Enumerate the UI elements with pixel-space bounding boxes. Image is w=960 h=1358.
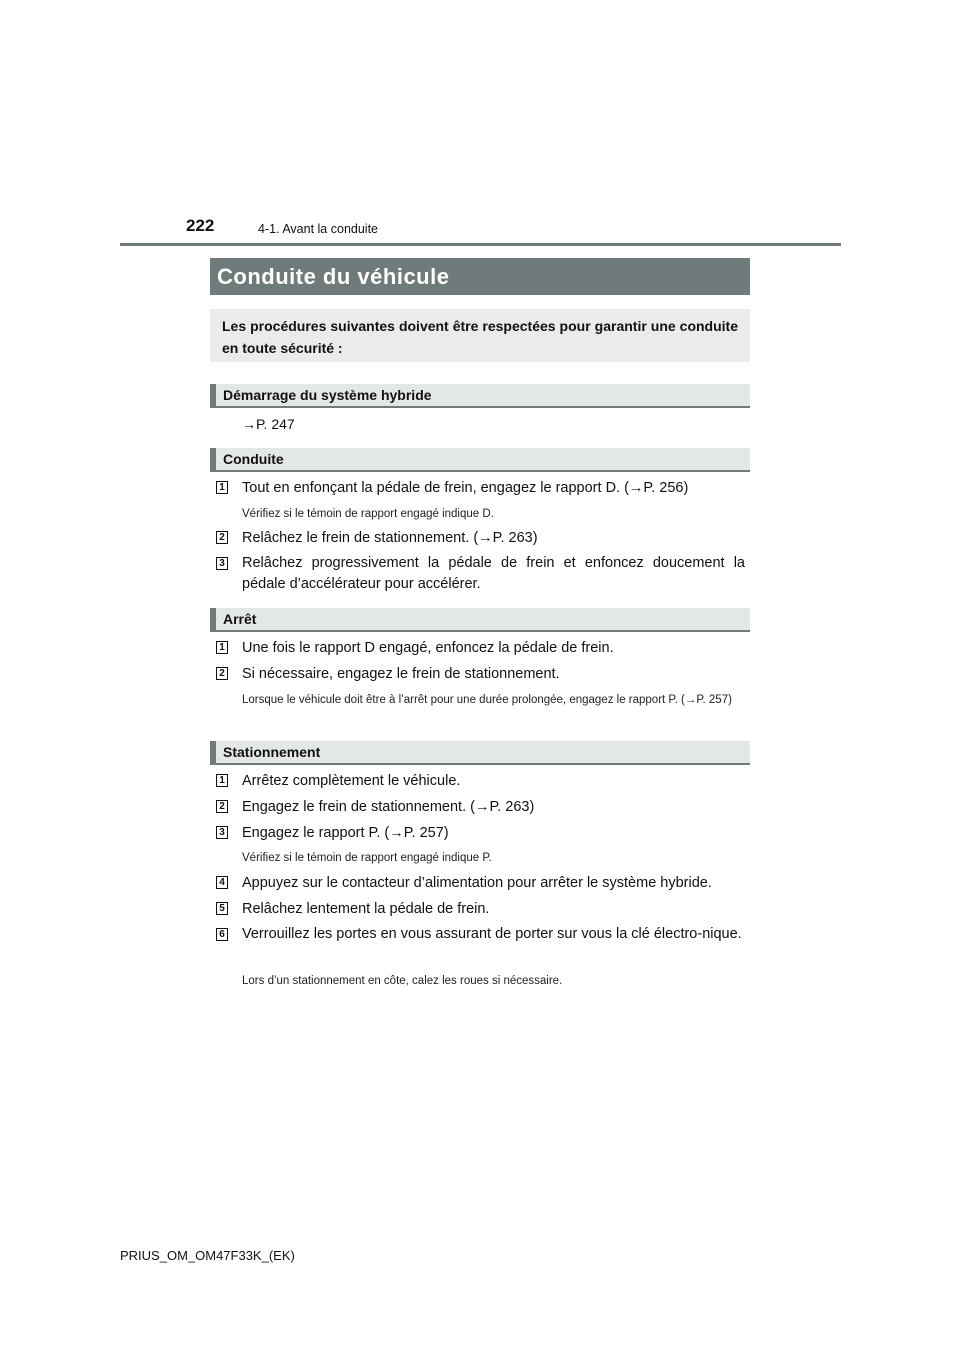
step-text: Engagez le frein de stationnement. (→P. 263) bbox=[242, 799, 535, 815]
step-number-badge: 1 bbox=[216, 641, 228, 654]
intro-text: Les procédures suivantes doivent être respectées pour garantir une conduite en toute sécurité : bbox=[210, 309, 750, 362]
step-text: Relâchez lentement la pédale de frein. bbox=[242, 901, 490, 917]
step-number-badge: 3 bbox=[216, 826, 228, 839]
step-note: Lorsque le véhicule doit être à l’arrêt pour une durée prolongée, engagez le rapport P. (→P. 257) bbox=[242, 694, 732, 706]
section-breadcrumb: 4-1. Avant la conduite bbox=[258, 222, 378, 236]
step-number-badge: 2 bbox=[216, 531, 228, 544]
step-number-badge: 3 bbox=[216, 557, 228, 570]
step-number-badge: 2 bbox=[216, 667, 228, 680]
step-number-badge: 5 bbox=[216, 902, 228, 915]
step-number-badge: 6 bbox=[216, 928, 228, 941]
step-text: Verrouillez les portes en vous assurant de porter sur vous la clé électro-nique. bbox=[242, 926, 742, 942]
header-divider bbox=[120, 243, 841, 246]
step-text: Tout en enfonçant la pédale de frein, engagez le rapport D. (→P. 256) bbox=[242, 480, 689, 496]
step-number-badge: 1 bbox=[216, 481, 228, 494]
page-reference: →P. 247 bbox=[242, 416, 295, 432]
step-text: Relâchez le frein de stationnement. (→P. 263) bbox=[242, 530, 538, 546]
section-heading-stationnement: Stationnement bbox=[210, 741, 750, 765]
step-text: Une fois le rapport D engagé, enfoncez la pédale de frein. bbox=[242, 640, 614, 656]
step-number-badge: 2 bbox=[216, 800, 228, 813]
step-note: Vérifiez si le témoin de rapport engagé indique D. bbox=[242, 508, 494, 520]
step-text: Si nécessaire, engagez le frein de stationnement. bbox=[242, 666, 560, 682]
section-heading-demarrage: Démarrage du système hybride bbox=[210, 384, 750, 408]
document-code: PRIUS_OM_OM47F33K_(EK) bbox=[120, 1248, 295, 1263]
page-number: 222 bbox=[186, 216, 215, 235]
step-text: Relâchez progressivement la pédale de frein et enfoncez doucement la pédale d’accélérateur pour accélérer. bbox=[242, 555, 745, 592]
page-title: Conduite du véhicule bbox=[210, 258, 750, 295]
step-note: Vérifiez si le témoin de rapport engagé indique P. bbox=[242, 852, 492, 864]
step-text: Engagez le rapport P. (→P. 257) bbox=[242, 825, 449, 841]
step-text: Appuyez sur le contacteur d’alimentation pour arrêter le système hybride. bbox=[242, 875, 712, 891]
step-number-badge: 1 bbox=[216, 774, 228, 787]
step-number-badge: 4 bbox=[216, 876, 228, 889]
section-heading-conduite: Conduite bbox=[210, 448, 750, 472]
step-note: Lors d’un stationnement en côte, calez les roues si nécessaire. bbox=[242, 975, 563, 987]
step-text: Arrêtez complètement le véhicule. bbox=[242, 773, 461, 789]
section-heading-arret: Arrêt bbox=[210, 608, 750, 632]
